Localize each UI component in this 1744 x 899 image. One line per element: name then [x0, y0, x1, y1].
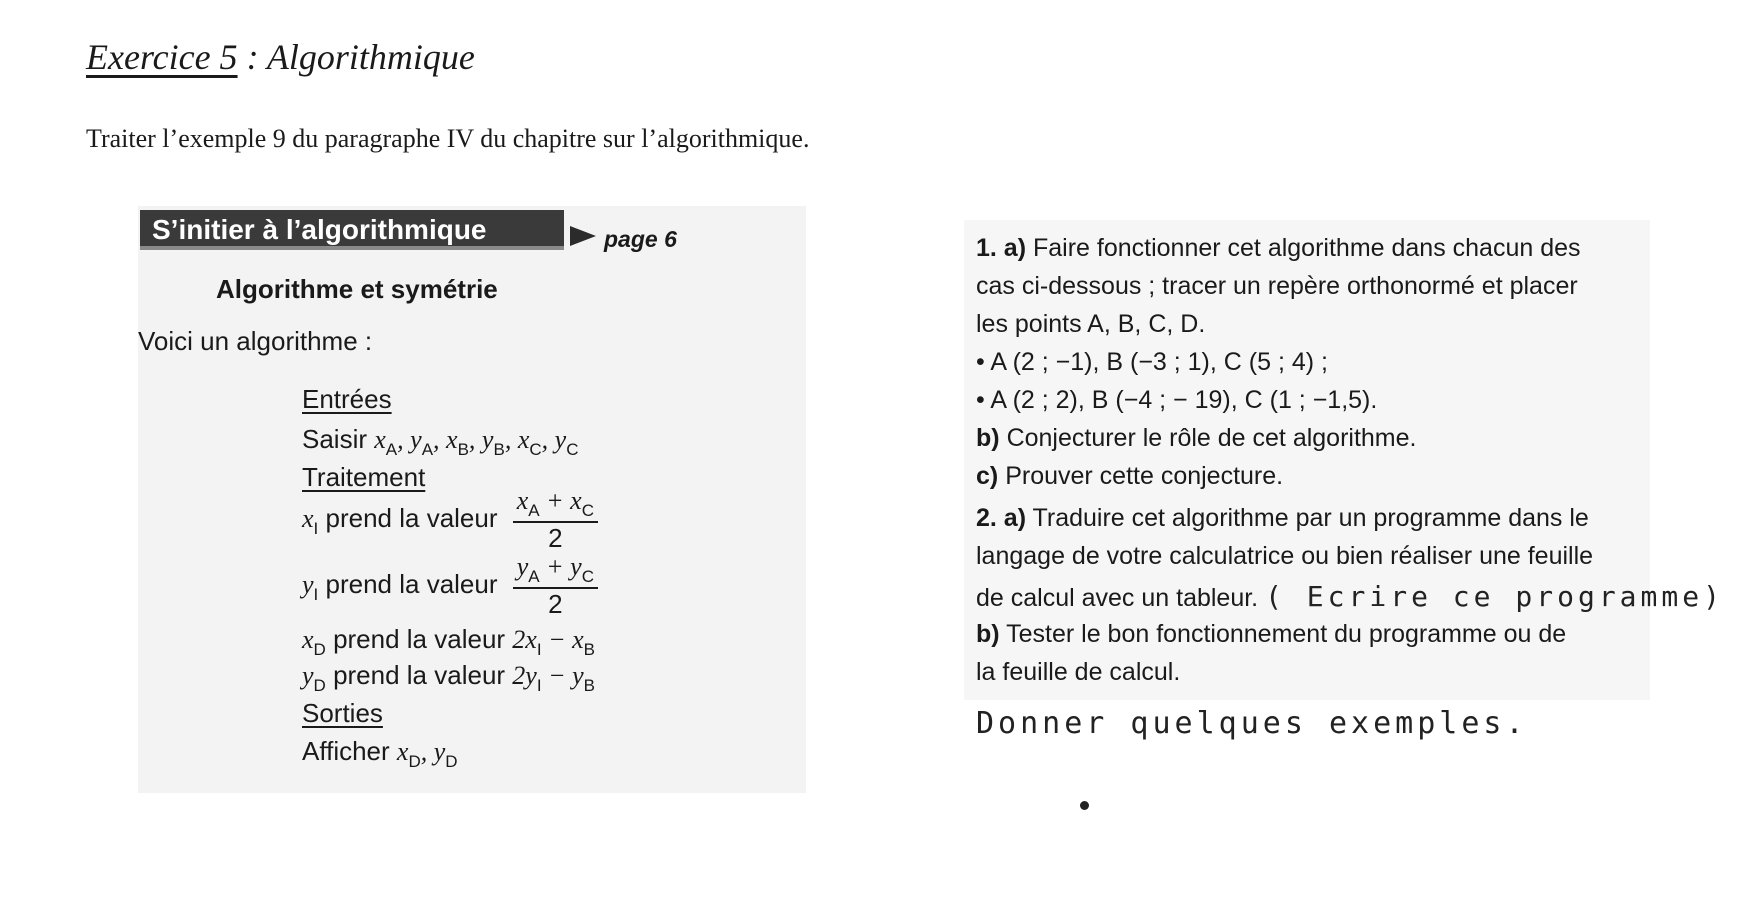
- bullet-icon: •: [976, 348, 985, 376]
- question-number: b): [976, 424, 1000, 452]
- output-variables: $x_D$, $y_D$: [396, 737, 458, 771]
- xi-assignment: $x_I$ prend la valeur $\frac{x_A + x_C}{2}$: [302, 486, 598, 554]
- prend-la-valeur-text: prend la valeur: [325, 568, 498, 599]
- question-1a-line-3: les points A, B, C, D.: [976, 310, 1206, 338]
- question-number: 1. a): [976, 234, 1027, 262]
- prend-la-valeur-text: prend la valeur: [333, 660, 506, 690]
- question-2b-line-1: b) Tester le bon fonctionnement du programme ou de: [976, 620, 1567, 648]
- question-2a-line-3: de calcul avec un tableur. ( Ecrire ce programme): [976, 580, 1724, 613]
- handwritten-note: ( Ecrire ce programme): [1265, 580, 1724, 613]
- yd-formula: $2y_I - y_B$: [512, 661, 596, 695]
- entrees-label: Entrées: [302, 384, 392, 414]
- handwritten-note: Donner quelques exemples.: [976, 706, 1528, 741]
- exercise-number: Exercice 5: [86, 37, 238, 77]
- input-variables: $x_A$, $y_A$, $x_B$, $y_B$, $x_C$, $y_C$: [374, 425, 579, 459]
- yi-formula: $\frac{y_A + y_C}{2}$: [513, 552, 598, 620]
- sorties-label: Sorties: [302, 698, 383, 728]
- question-1b: b) Conjecturer le rôle de cet algorithme.: [976, 424, 1417, 452]
- traitement-label: Traitement: [302, 462, 426, 492]
- question-1c: c) Prouver cette conjecture.: [976, 462, 1284, 490]
- question-number: 2. a): [976, 504, 1027, 532]
- prend-la-valeur-text: prend la valeur: [325, 502, 498, 533]
- prend-la-valeur-text: prend la valeur: [333, 624, 506, 654]
- exercise-title: [86, 36, 475, 78]
- question-number: b): [976, 620, 1000, 648]
- input-line: [302, 424, 578, 460]
- section-banner: S’initier à l’algorithmique: [140, 210, 564, 250]
- bullet-icon: •: [976, 386, 985, 414]
- yi-assignment: $y_I$ prend la valeur $\frac{y_A + y_C}{2}$: [302, 552, 598, 620]
- question-2a-line-2: langage de votre calculatrice ou bien réaliser une feuille: [976, 542, 1594, 570]
- saisir-keyword: Saisir: [302, 424, 368, 454]
- bullet-item: • A (2 ; 2), B (−4 ; − 19), C (1 ; −1,5).: [976, 386, 1378, 414]
- arrow-icon: [570, 226, 596, 246]
- page-reference: page 6: [604, 226, 677, 252]
- yd-assignment: $y_D$ prend la valeur $2y_I - y_B$: [302, 660, 596, 695]
- question-1a-line-2: cas ci-dessous ; tracer un repère orthonormé et placer: [976, 272, 1578, 300]
- xd-assignment: $x_D$ prend la valeur $2x_I - x_B$: [302, 624, 596, 659]
- output-line: [302, 736, 458, 772]
- stray-dot: [1080, 801, 1089, 810]
- question-1a-line-1: 1. a) Faire fonctionner cet algorithme dans chacun des: [976, 234, 1581, 262]
- exercise-instruction: Traiter l’exemple 9 du paragraphe IV du chapitre sur l’algorithmique.: [86, 124, 810, 153]
- algorithm-heading: Algorithme et symétrie: [216, 274, 498, 304]
- xd-formula: $2x_I - x_B$: [512, 625, 596, 659]
- question-number: c): [976, 462, 999, 490]
- xi-formula: $\frac{x_A + x_C}{2}$: [513, 486, 598, 554]
- afficher-keyword: Afficher: [302, 736, 390, 766]
- bullet-item: • A (2 ; −1), B (−3 ; 1), C (5 ; 4) ;: [976, 348, 1328, 376]
- exercise-topic: Algorithmique: [266, 37, 475, 77]
- question-2a-line-1: 2. a) Traduire cet algorithme par un programme dans le: [976, 504, 1589, 532]
- title-separator: :: [246, 37, 259, 77]
- algorithm-intro: Voici un algorithme :: [138, 326, 373, 356]
- question-2b-line-2: la feuille de calcul.: [976, 658, 1181, 686]
